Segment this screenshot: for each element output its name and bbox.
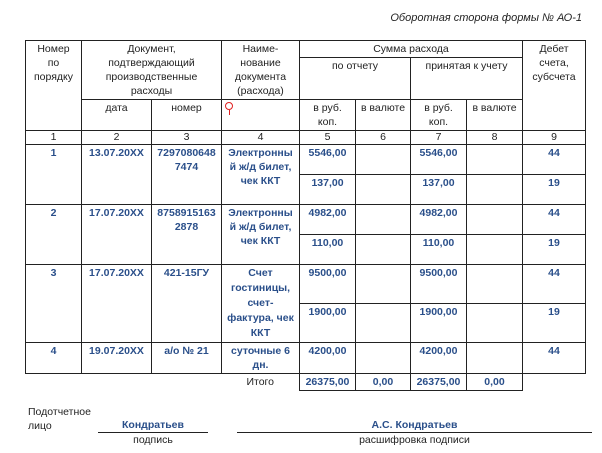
table-row [26,205,586,235]
accepted-currency [467,265,523,304]
header-currency-2: в валюте [467,100,523,131]
row-date: 19.07.20XX [82,343,152,374]
header-debit [523,41,586,131]
accepted-currency [467,235,523,265]
form-caption: Оборотная сторона формы № АО-1 [390,12,582,24]
doc-name-line: Счет [248,267,273,279]
row-doc-number [152,265,222,343]
debit-account: 19 [523,235,586,265]
doc-number-line: 7297080648 [157,147,216,159]
row-number: 4 [26,343,82,374]
signature-name-caption: расшифровка подписи [359,434,470,446]
total-rub: 26375,00 [300,374,356,391]
debit-account: 44 [523,145,586,175]
amount-currency [356,265,411,304]
doc-number-line: 421-15ГУ [163,267,210,279]
accepted-rub: 137,00 [411,175,467,205]
empty-cell [152,374,222,391]
amount-rub: 137,00 [300,175,356,205]
amount-currency [356,205,411,235]
total-accepted-currency: 0,00 [467,374,523,391]
total-currency: 0,00 [356,374,411,391]
header-text: в руб. [313,102,342,114]
debit-account: 19 [523,175,586,205]
col-number: 7 [411,131,467,145]
header-by-report: по отчету [300,58,411,100]
header-text: в руб. [424,102,453,114]
table-row [26,145,586,175]
accepted-rub: 9500,00 [411,265,467,304]
amount-rub: 110,00 [300,235,356,265]
amount-currency [356,343,411,374]
amount-currency [356,235,411,265]
header-text: Документ, [127,43,176,55]
table-row [26,343,586,374]
debit-account: 19 [523,304,586,343]
total-label: Итого [222,374,300,391]
header-text: субсчета [532,71,576,83]
accepted-currency [467,343,523,374]
row-date: 17.07.20XX [82,205,152,265]
header-rub-2 [411,100,467,131]
debit-account: 44 [523,265,586,304]
total-row [26,374,586,391]
empty-cell [26,374,82,391]
map-pin-icon[interactable] [224,101,234,115]
amount-rub: 9500,00 [300,265,356,304]
row-doc-number [152,145,222,205]
row-number: 3 [26,265,82,343]
amount-currency [356,304,411,343]
col-number: 2 [82,131,152,145]
doc-name-line: Электронны [228,147,293,159]
doc-name-line: дн. [252,359,269,371]
row-number: 1 [26,145,82,205]
doc-name-line: гостиницы, [230,282,291,294]
col-number: 4 [222,131,300,145]
doc-name-line: счет- [247,297,274,309]
header-row-number [26,41,82,131]
table-row [26,265,586,304]
doc-name-line: Электронны [228,207,293,219]
row-doc-name [222,205,300,265]
row-date: 17.07.20XX [82,265,152,343]
amount-currency [356,175,411,205]
column-numbers-row [26,131,586,145]
label-line: лицо [28,420,52,432]
doc-name-line: чек ККТ [240,235,281,247]
accountable-person-label [28,405,91,433]
doc-number-line: 8758915163 [157,207,216,219]
signature-name-field [237,418,592,447]
header-text: коп. [428,116,449,128]
header-date: дата [82,100,152,131]
row-doc-name [222,145,300,205]
signature-name-value: А.С. Кондратьев [237,418,592,433]
doc-name-line: суточные 6 [231,345,290,357]
expense-table [25,40,586,391]
label-line: Подотчетное [28,406,91,418]
signature-value: Кондратьев [98,418,208,433]
header-text: коп. [317,116,338,128]
header-number: номер [152,100,222,131]
doc-name-line: ККТ [250,327,271,339]
row-doc-name [222,343,300,374]
row-doc-number [152,343,222,374]
amount-rub: 4200,00 [300,343,356,374]
header-text: Дебет [539,43,569,55]
header-rub-1 [300,100,356,131]
row-doc-number [152,205,222,265]
col-number: 3 [152,131,222,145]
row-doc-name [222,265,300,343]
header-text: нование [240,57,281,69]
header-sum: Сумма расхода [300,41,523,58]
debit-account: 44 [523,343,586,374]
accepted-rub: 5546,00 [411,145,467,175]
row-number: 2 [26,205,82,265]
doc-number-line: 7474 [174,161,199,173]
col-number: 5 [300,131,356,145]
col-number: 6 [356,131,411,145]
header-pin-cell [222,100,300,131]
amount-currency [356,145,411,175]
doc-number-line: 2878 [174,221,199,233]
doc-name-line: чек ККТ [240,175,281,187]
signature-caption: подпись [133,434,173,446]
header-text: Номер [37,43,70,55]
header-currency-1: в валюте [356,100,411,131]
header-text: расходы [130,85,173,97]
amount-rub: 1900,00 [300,304,356,343]
header-text: производственные [105,71,198,83]
accepted-rub: 4982,00 [411,205,467,235]
header-text: Наиме- [242,43,279,55]
header-text: документа [234,71,287,83]
accepted-currency [467,205,523,235]
accepted-rub: 4200,00 [411,343,467,374]
header-accepted: принятая к учету [411,58,523,100]
amount-rub: 4982,00 [300,205,356,235]
empty-cell [523,374,586,391]
col-number: 1 [26,131,82,145]
header-text: подтверждающий [108,57,195,69]
doc-name-line: й ж/д билет, [229,161,292,173]
accepted-currency [467,145,523,175]
total-accepted-rub: 26375,00 [411,374,467,391]
accepted-rub: 110,00 [411,235,467,265]
header-text: счета, [539,57,569,69]
empty-cell [82,374,152,391]
accepted-currency [467,304,523,343]
accepted-currency [467,175,523,205]
debit-account: 44 [523,205,586,235]
header-text: по [47,57,60,69]
col-number: 9 [523,131,586,145]
col-number: 8 [467,131,523,145]
amount-rub: 5546,00 [300,145,356,175]
accepted-rub: 1900,00 [411,304,467,343]
header-doc-name [222,41,300,100]
doc-number-line: а/о № 21 [164,345,209,357]
doc-name-line: й ж/д билет, [229,221,292,233]
row-date: 13.07.20XX [82,145,152,205]
doc-name-line: фактура, чек [227,312,294,324]
header-text: порядку [33,71,74,83]
header-text: (расхода) [237,85,284,97]
signature-field [98,418,208,447]
header-document [82,41,222,100]
